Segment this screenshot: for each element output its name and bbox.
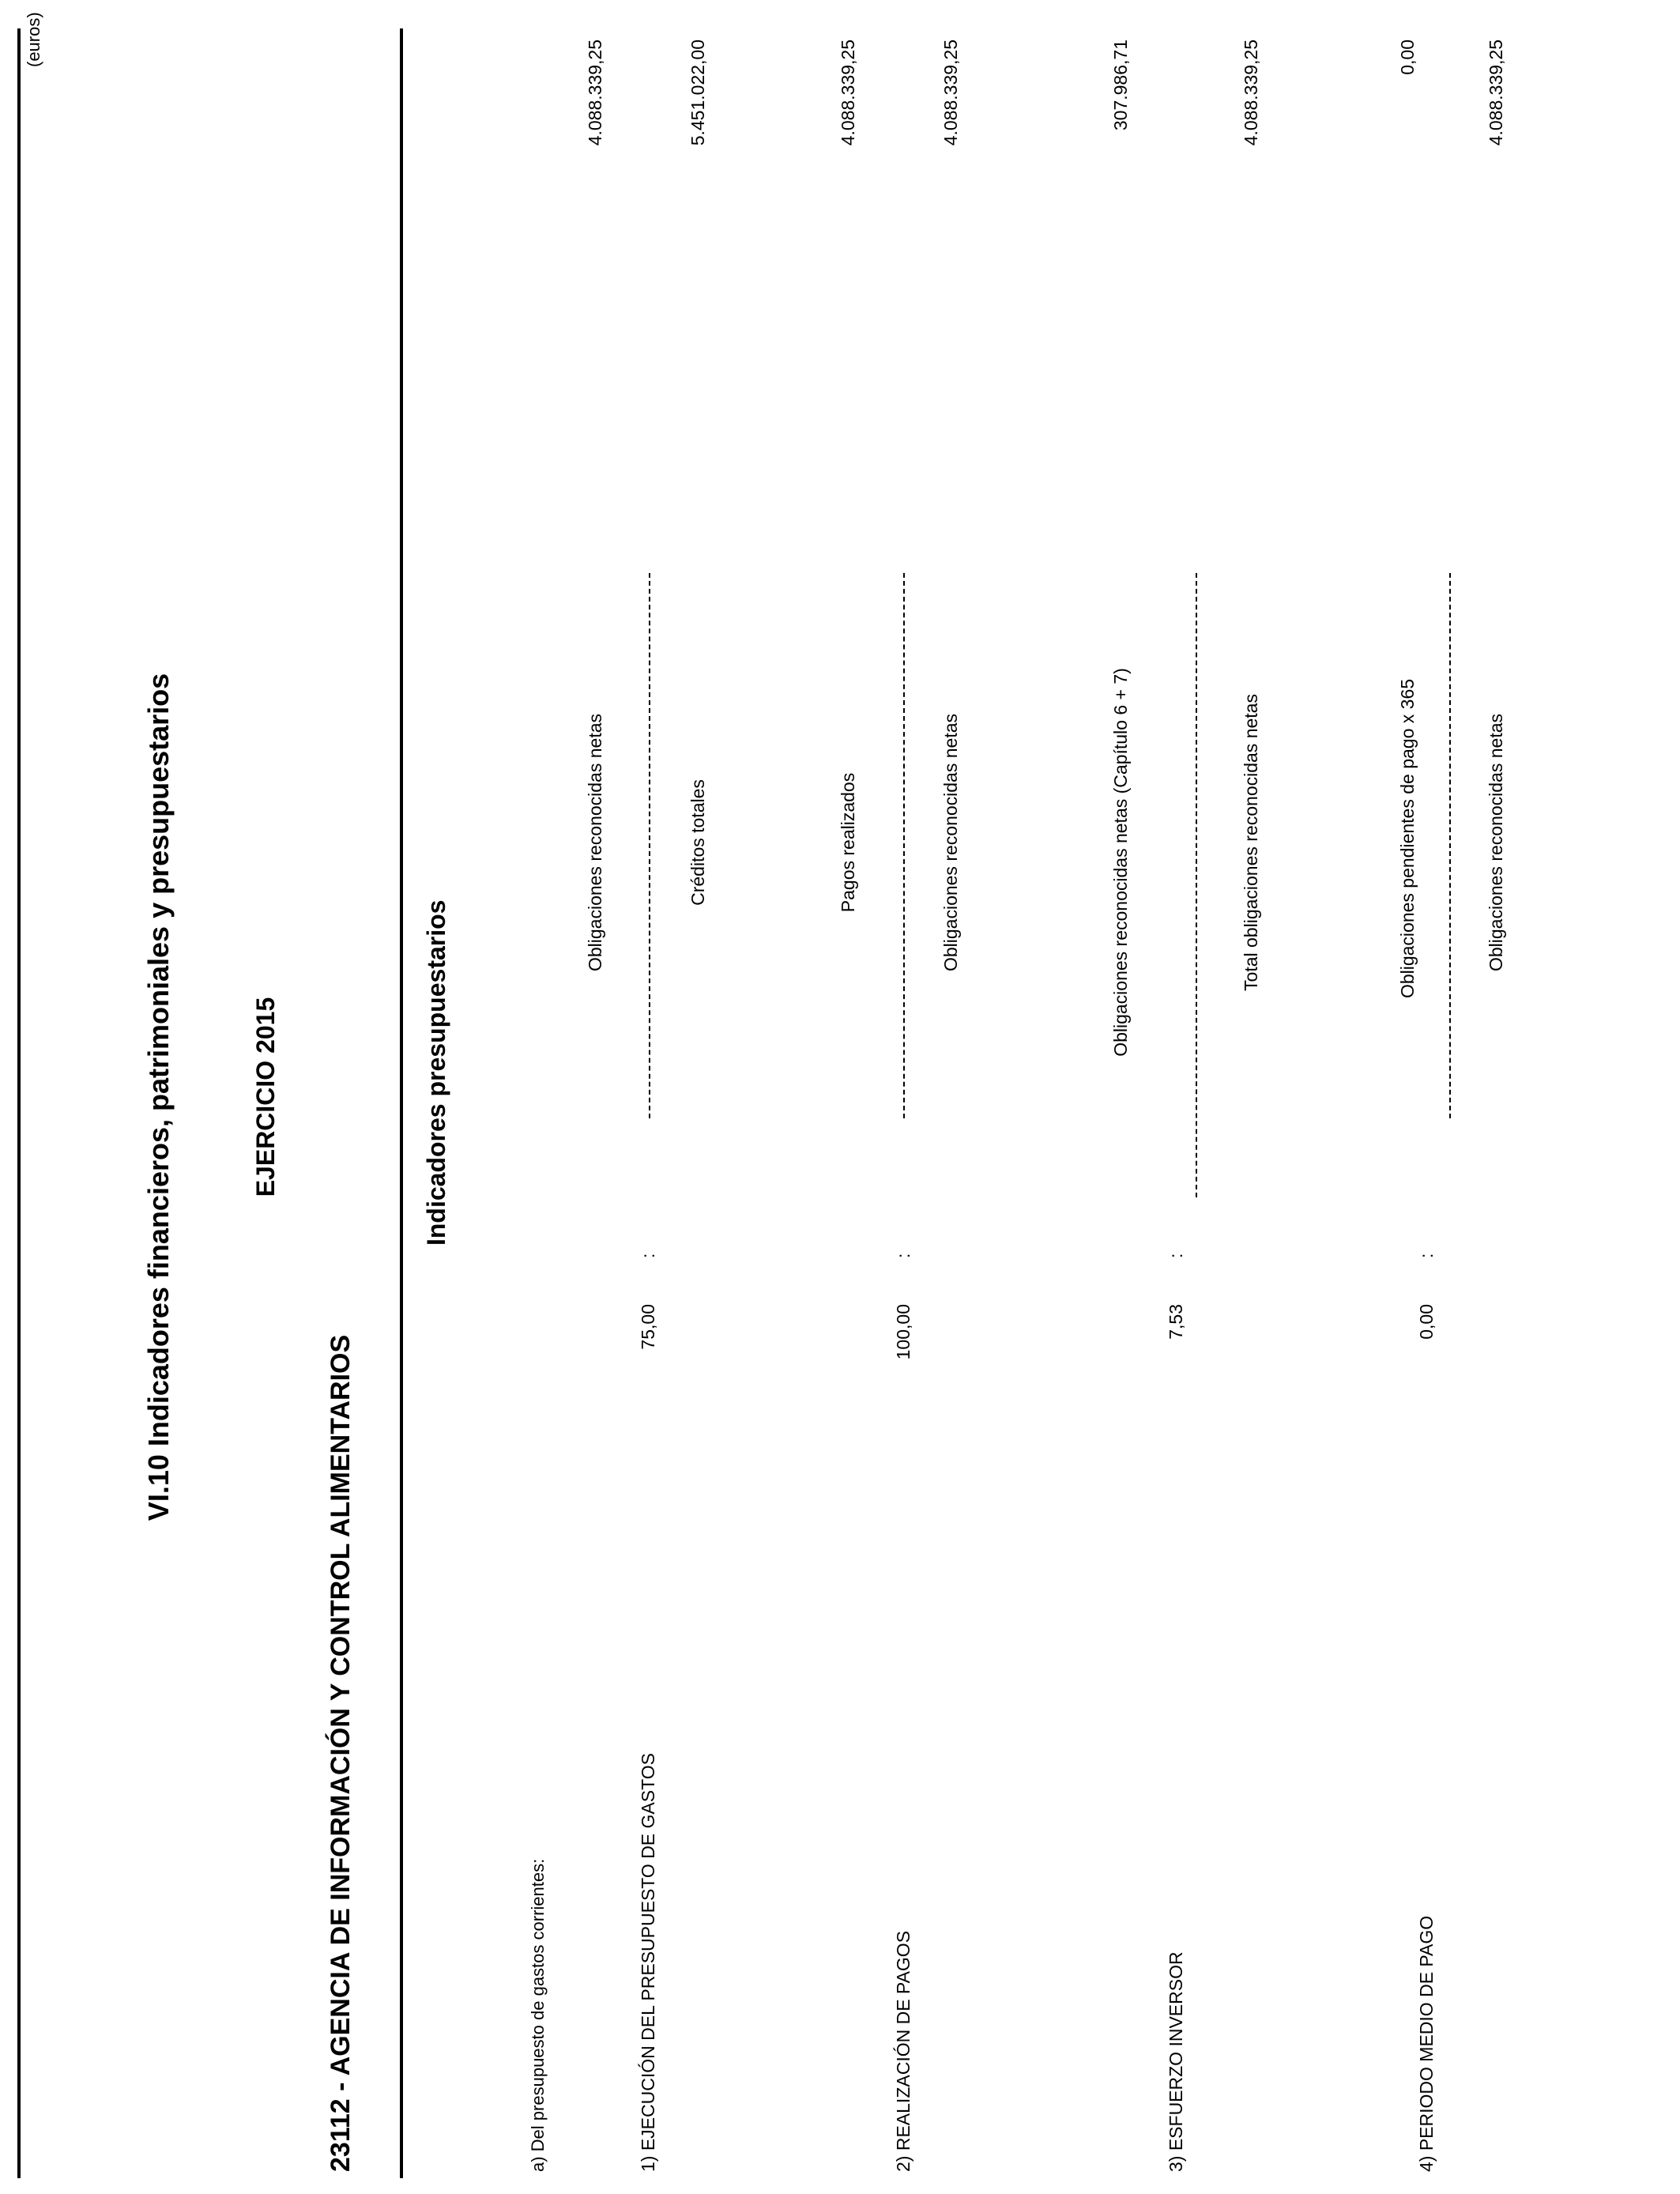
- indicator-denominator: Obligaciones reconocidas netas: [1486, 713, 1506, 972]
- indicator-label: 4) PERIODO MEDIO DE PAGO: [1416, 1915, 1437, 2172]
- indicator-label: 3) ESFUERZO INVERSOR: [1166, 1951, 1186, 2172]
- report-title: VI.10 Indicadores financieros, patrimoniales y presupuestarios: [142, 673, 175, 1521]
- fiscal-year: EJERCICIO 2015: [251, 997, 280, 1197]
- indicator-denominator: Total obligaciones reconocidas netas: [1241, 694, 1261, 991]
- denominator-amount: 4.088.339,25: [1486, 40, 1506, 146]
- fraction-line: [1196, 573, 1197, 1197]
- indicator-numerator: Obligaciones reconocidas netas: [585, 713, 605, 972]
- section-subheading: a) Del presupuesto de gastos corrientes:: [528, 1858, 548, 2172]
- top-rule: [17, 28, 21, 2178]
- section-rule: [400, 28, 403, 2178]
- indicator-value: 0,00: [1416, 1304, 1437, 1340]
- indicator-colon: :: [893, 1253, 913, 1258]
- denominator-amount: 5.451.022,00: [687, 40, 708, 146]
- section-title: Indicadores presupuestarios: [422, 899, 450, 1246]
- fraction-line: [1449, 573, 1451, 1118]
- fraction-line: [649, 573, 650, 1118]
- indicator-label: 2) REALIZACIÓN DE PAGOS: [893, 1930, 913, 2172]
- denominator-amount: 4.088.339,25: [1241, 40, 1261, 146]
- indicator-colon: :: [1416, 1253, 1437, 1258]
- denominator-amount: 4.088.339,25: [940, 40, 961, 146]
- indicator-label: 1) EJECUCIÓN DEL PRESUPUESTO DE GASTOS: [638, 1753, 658, 2172]
- indicator-numerator: Pagos realizados: [838, 772, 858, 913]
- currency-note: (euros): [24, 12, 43, 67]
- indicator-colon: :: [1166, 1253, 1186, 1258]
- indicator-value: 7,53: [1166, 1304, 1186, 1340]
- indicator-numerator: Obligaciones reconocidas netas (Capítulo 6 + 7): [1110, 668, 1131, 1057]
- indicator-value: 75,00: [638, 1304, 658, 1350]
- entity-name: 23112 - AGENCIA DE INFORMACIÓN Y CONTROL ALIMENTARIOS: [326, 1334, 356, 2172]
- numerator-amount: 0,00: [1397, 40, 1418, 75]
- indicator-denominator: Créditos totales: [687, 779, 708, 906]
- indicator-value: 100,00: [893, 1304, 913, 1360]
- fraction-line: [903, 573, 905, 1118]
- numerator-amount: 307.986,71: [1110, 40, 1131, 131]
- indicator-colon: :: [638, 1253, 658, 1258]
- numerator-amount: 4.088.339,25: [585, 40, 605, 146]
- numerator-amount: 4.088.339,25: [838, 40, 858, 146]
- indicator-denominator: Obligaciones reconocidas netas: [940, 713, 961, 972]
- indicator-numerator: Obligaciones pendientes de pago x 365: [1397, 678, 1418, 999]
